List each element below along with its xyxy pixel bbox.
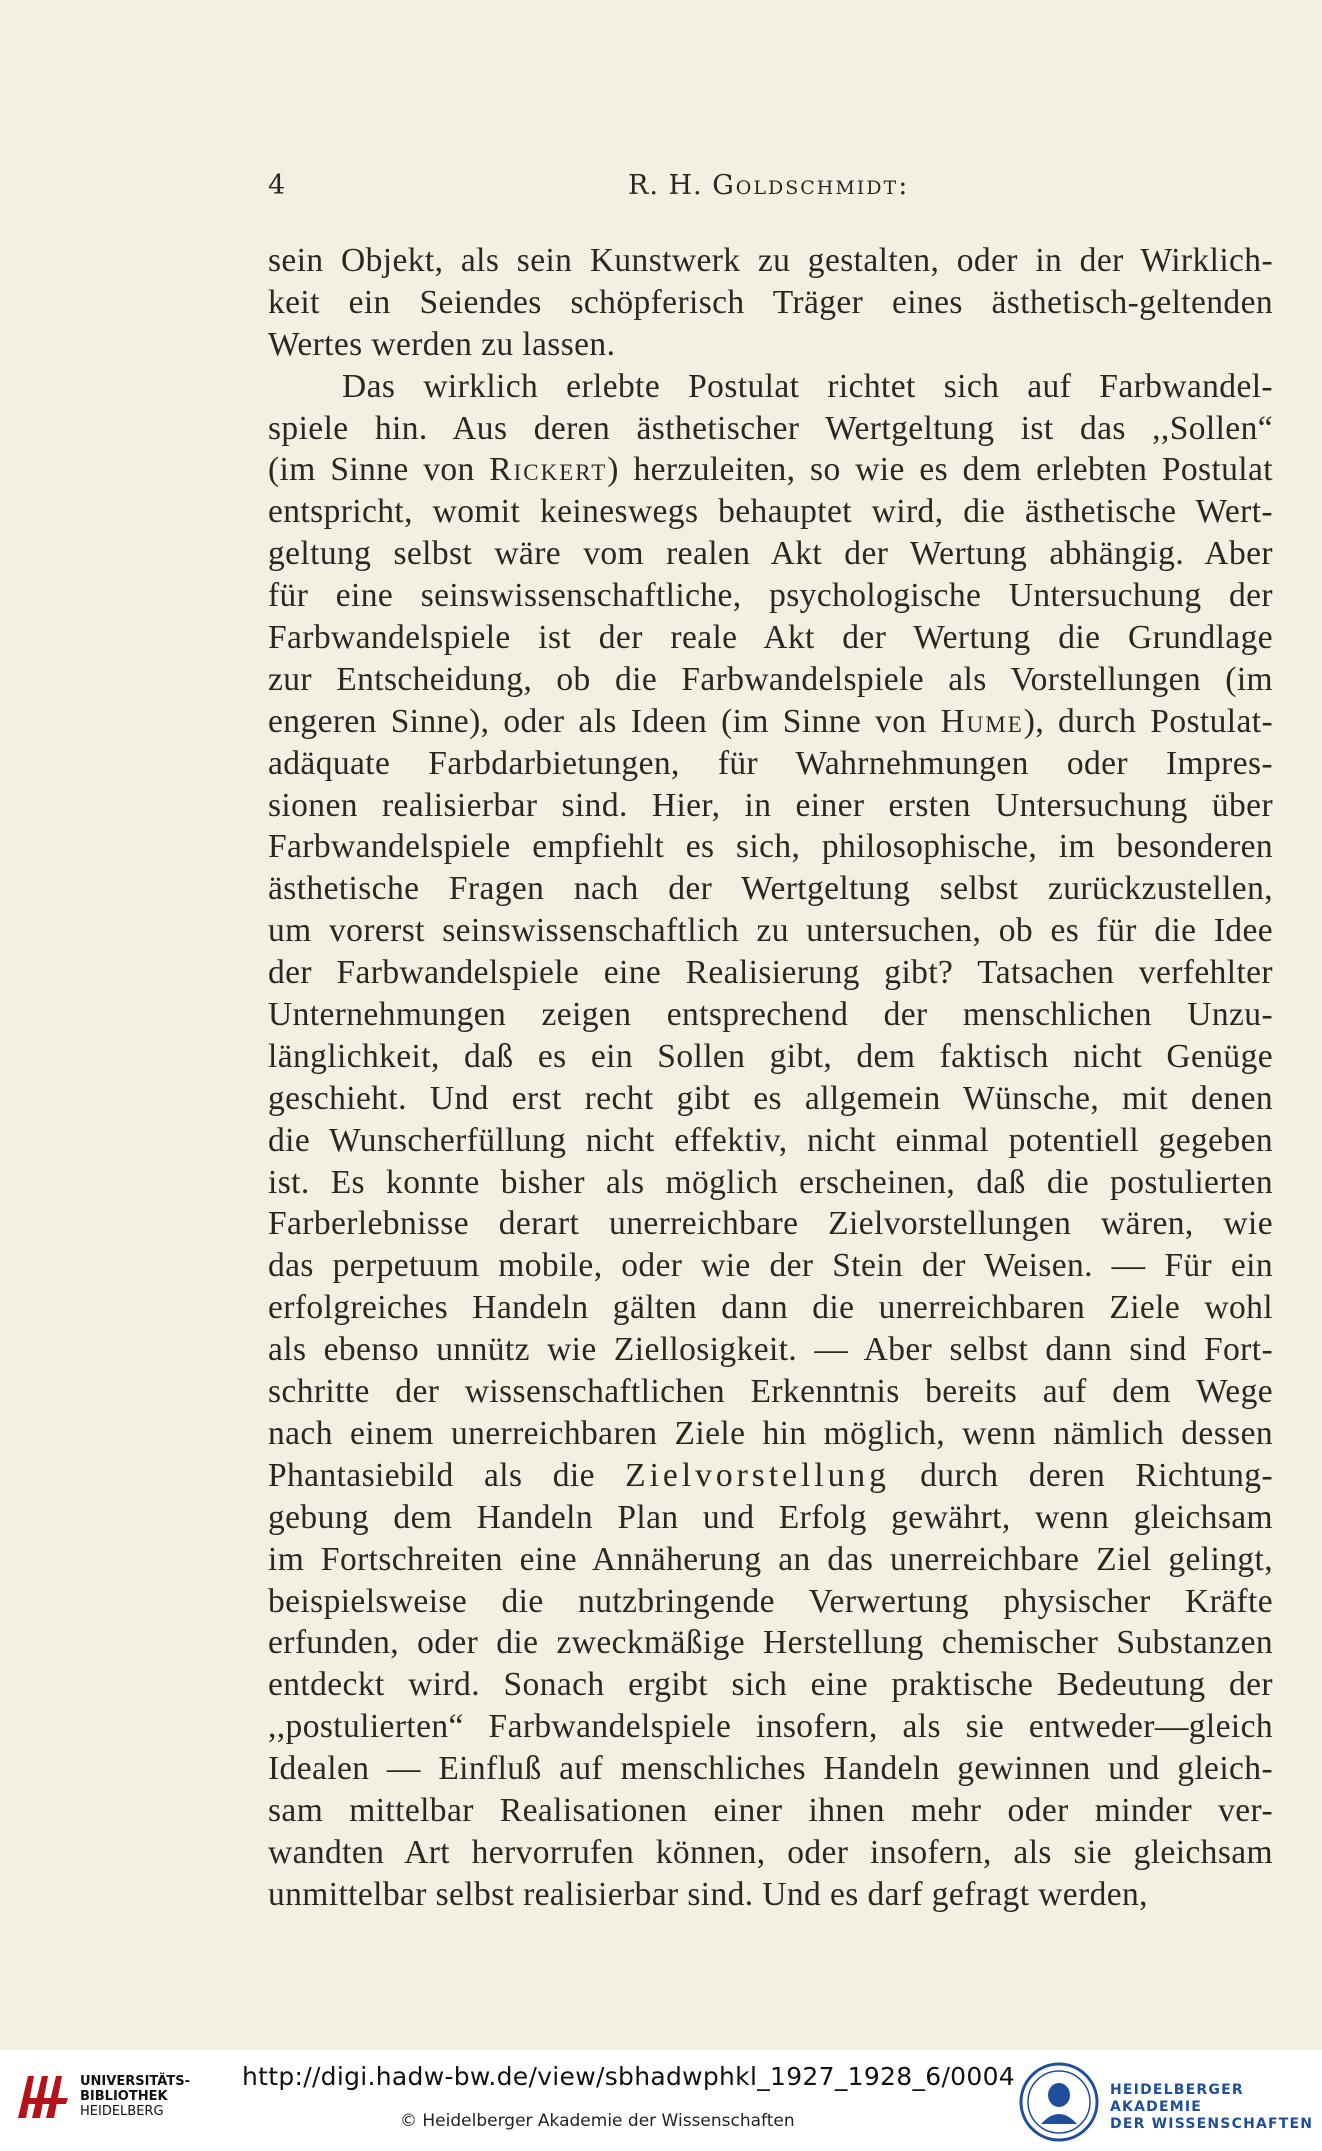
text-line (268, 1162, 1273, 1204)
text-line (268, 1664, 1273, 1706)
text-segment: unmittelbar selbst realisierbar sind. Und es darf gefragt werden, (268, 1875, 1148, 1913)
text-line (268, 1790, 1273, 1832)
text-segment: die Wunscherfüllung nicht effektiv, nicht einmal potentiell gegeben (268, 1121, 1273, 1159)
text-segment: das perpetuum mobile, oder wie der Stein der Weisen. — Für ein (268, 1247, 1273, 1285)
library-name-line: HEIDELBERG (80, 2104, 164, 2119)
text-segment: schritte der wissenschaftlichen Erkenntnis bereits auf dem Wege (268, 1373, 1273, 1411)
text-line (268, 1078, 1273, 1120)
text-segment: entspricht, womit keineswegs behauptet wird, die ästhetische Wert- (268, 493, 1273, 531)
text-line (268, 1371, 1273, 1413)
text-segment: Phantasiebild als die (268, 1456, 626, 1494)
text-line (268, 1832, 1273, 1874)
permalink-url[interactable]: http://digi.hadw-bw.de/view/sbhadwphkl_1927_1928_6/0004 (242, 2062, 1016, 2091)
text-line (268, 1287, 1273, 1329)
academy-name (1110, 2082, 1322, 2133)
text-segment: ), durch Postulat- (1023, 702, 1274, 740)
text-segment: keit ein Seiendes schöpferisch Träger eines ästhetisch-geltenden (268, 283, 1273, 321)
text-line (268, 282, 1273, 324)
text-segment: adäquate Farbdarbietungen, für Wahrnehmungen oder Impres- (268, 744, 1273, 782)
text-segment: Farbwandelspiele ist der reale Akt der Wertung die Grundlage (268, 619, 1273, 657)
text-line (268, 910, 1273, 952)
text-segment: geltung selbst wäre vom realen Akt der Wertung abhängig. Aber (268, 535, 1273, 573)
text-segment: für eine seinswissenschaftliche, psychologische Untersuchung der (268, 577, 1273, 615)
text-segment: engeren Sinne), oder als Ideen (im Sinne von (268, 702, 941, 740)
text-segment: ist. Es konnte bisher als möglich erscheinen, daß die postulierten (268, 1163, 1273, 1201)
library-name (80, 2074, 190, 2119)
text-segment: zur Entscheidung, ob die Farbwandelspiele als Vorstellungen (im (268, 660, 1273, 698)
text-line (268, 1455, 1273, 1497)
text-line (268, 366, 1273, 408)
text-segment: Farbwandelspiele empfiehlt es sich, philosophische, im besonderen (268, 828, 1273, 866)
text-segment: beispielsweise die nutzbringende Verwertung physischer Kräfte (268, 1582, 1273, 1620)
text-line (268, 1874, 1273, 1916)
text-segment: spiele hin. Aus deren ästhetischer Wertgeltung ist das ,,Sollen“ (268, 409, 1273, 447)
text-segment: (im Sinne von (268, 451, 490, 489)
text-line (268, 994, 1273, 1036)
text-segment: Unternehmungen zeigen entsprechend der menschlichen Unzu- (268, 996, 1273, 1034)
text-line (268, 491, 1273, 533)
text-line (268, 1413, 1273, 1455)
text-line (268, 1120, 1273, 1162)
running-header (268, 170, 1273, 218)
text-line (268, 408, 1273, 450)
text-segment: Das wirklich erlebte Postulat richtet sich auf Farbwandel- (342, 367, 1273, 405)
spaced-emphasis: Zielvorstellung (625, 1456, 890, 1494)
text-line (268, 743, 1273, 785)
text-line (268, 1539, 1273, 1581)
text-line (268, 785, 1273, 827)
text-line (268, 1748, 1273, 1790)
body-text (268, 240, 1273, 1916)
small-caps-name: Hume (940, 702, 1024, 740)
author-initials: R. H. (628, 170, 713, 201)
text-segment: Farberlebnisse derart unerreichbare Zielvorstellungen wären, wie (268, 1205, 1273, 1243)
copyright-notice: © Heidelberger Akademie der Wissenschaften (400, 2111, 795, 2131)
text-line (268, 1497, 1273, 1539)
page-number: 4 (268, 170, 287, 201)
text-line (268, 1706, 1273, 1748)
text-segment: nach einem unerreichbaren Ziele hin möglich, wenn nämlich dessen (268, 1414, 1273, 1452)
text-line (268, 868, 1273, 910)
author-surname: Goldschmidt (712, 170, 899, 201)
text-line (268, 324, 1273, 366)
text-line (268, 240, 1273, 282)
library-name-line: UNIVERSITÄTS- (80, 2074, 190, 2089)
text-segment: entdeckt wird. Sonach ergibt sich eine praktische Bedeutung der (268, 1666, 1273, 1704)
text-line (268, 701, 1273, 743)
text-segment: ) herzuleiten, so wie es dem erlebten Postulat (607, 451, 1273, 489)
text-segment: Wertes werden zu lassen. (268, 325, 616, 363)
running-title (628, 170, 908, 201)
text-segment: als ebenso unnütz wie Ziellosigkeit. — Aber selbst dann sind Fort- (268, 1331, 1273, 1369)
text-segment: um vorerst seinswissenschaftlich zu untersuchen, ob es für die Idee (268, 912, 1273, 950)
text-line (268, 1622, 1273, 1664)
text-line (268, 533, 1273, 575)
text-segment: ,,postulierten“ Farbwandelspiele insofern, als sie entweder—gleich (268, 1708, 1273, 1746)
text-segment: geschieht. Und erst recht gibt es allgemein Wünsche, mit denen (268, 1079, 1273, 1117)
text-segment: im Fortschreiten eine Annäherung an das unerreichbare Ziel gelingt, (268, 1540, 1273, 1578)
text-segment: sam mittelbar Realisationen einer ihnen mehr oder minder ver- (268, 1791, 1273, 1829)
text-line (268, 1203, 1273, 1245)
text-line (268, 826, 1273, 868)
text-segment: wandten Art hervorrufen können, oder insofern, als sie gleichsam (268, 1833, 1273, 1871)
text-segment: erfunden, oder die zweckmäßige Herstellung chemischer Substanzen (268, 1624, 1273, 1662)
text-segment: sionen realisierbar sind. Hier, in einer ersten Untersuchung über (268, 786, 1273, 824)
text-segment: länglichkeit, daß es ein Sollen gibt, dem faktisch nicht Genüge (268, 1037, 1273, 1075)
academy-name-line: DER WISSENSCHAFTEN (1110, 2116, 1314, 2132)
text-segment: der Farbwandelspiele eine Realisierung gibt? Tatsachen verfehlter (268, 954, 1273, 992)
text-line (268, 952, 1273, 994)
text-line (268, 449, 1273, 491)
text-segment: erfolgreiches Handeln gälten dann die unerreichbaren Ziele wohl (268, 1289, 1273, 1327)
text-line (268, 1245, 1273, 1287)
text-segment: Idealen — Einfluß auf menschliches Handeln gewinnen und gleich- (268, 1750, 1273, 1788)
academy-name-line: HEIDELBERGER AKADEMIE (1110, 2082, 1244, 2115)
text-line (268, 659, 1273, 701)
text-segment: sein Objekt, als sein Kunstwerk zu gestalten, oder in der Wirklich- (268, 242, 1273, 279)
text-segment: ästhetische Fragen nach der Wertgeltung selbst zurückzustellen, (268, 870, 1273, 908)
author-suffix: : (898, 170, 909, 201)
text-line (268, 1036, 1273, 1078)
footer-bar (0, 2050, 1322, 2151)
library-name-line: BIBLIOTHEK (80, 2089, 168, 2104)
text-segment: durch deren Richtung- (889, 1456, 1273, 1494)
text-line (268, 1581, 1273, 1623)
text-line (268, 575, 1273, 617)
library-logo-icon (14, 2068, 76, 2124)
text-line (268, 1329, 1273, 1371)
text-line (268, 617, 1273, 659)
text-segment: gebung dem Handeln Plan und Erfolg gewährt, wenn gleichsam (268, 1498, 1273, 1536)
small-caps-name: Rickert (489, 451, 608, 489)
academy-seal-icon (1019, 2062, 1099, 2142)
